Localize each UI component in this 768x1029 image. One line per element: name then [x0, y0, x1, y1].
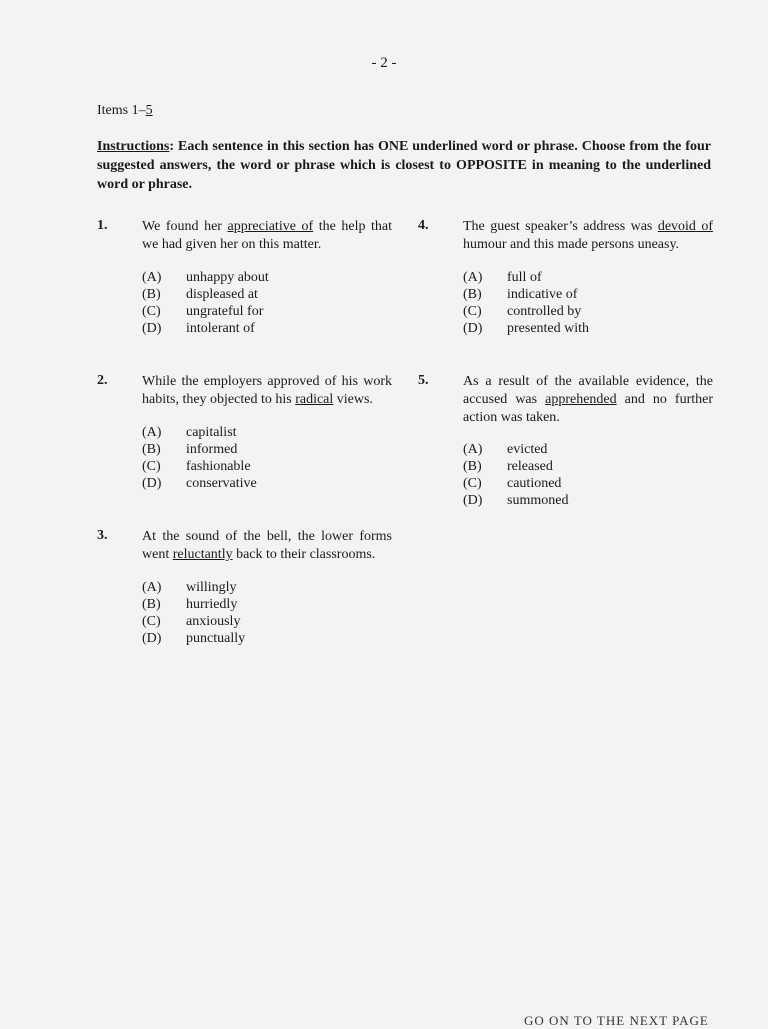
option-a[interactable]: [142, 269, 269, 286]
option-text: released: [507, 459, 553, 474]
option-a[interactable]: [463, 441, 568, 458]
option-text: unhappy about: [186, 270, 269, 285]
option-d[interactable]: [463, 492, 568, 509]
instructions-label: Instructions: [97, 139, 170, 154]
option-text: conservative: [186, 476, 257, 491]
option-b[interactable]: [142, 596, 245, 613]
underlined-phrase: reluctantly: [172, 547, 233, 562]
items-heading-suffix: 5: [145, 103, 153, 118]
footer-next-page: GO ON TO THE NEXT PAGE: [524, 1013, 709, 1028]
underlined-phrase: appreciative of: [227, 219, 314, 234]
answer-options: [142, 579, 245, 647]
option-letter: (B): [142, 287, 161, 302]
question-number: 1.: [97, 218, 108, 233]
option-letter: (C): [463, 304, 482, 319]
option-text: willingly: [186, 580, 237, 595]
option-letter: (A): [463, 270, 483, 285]
page-number: - 2 -: [371, 55, 397, 71]
stem-text: While the employers approved of his work habits, they objected to his: [142, 374, 392, 407]
answer-options: [142, 424, 257, 492]
option-text: full of: [507, 270, 542, 285]
option-letter: (C): [142, 614, 161, 629]
question-stem: [142, 528, 392, 564]
question-stem: [142, 373, 392, 409]
question-number: 4.: [418, 218, 429, 233]
stem-text: As a result of the available evidence, the accused was: [463, 374, 713, 407]
stem-text: back to their classrooms.: [232, 547, 376, 562]
option-c[interactable]: [463, 303, 589, 320]
option-text: cautioned: [507, 476, 562, 491]
answer-options: [142, 269, 269, 337]
option-d[interactable]: [142, 630, 245, 647]
answer-options: [463, 441, 568, 509]
option-text: informed: [186, 442, 238, 457]
option-letter: (D): [142, 321, 162, 336]
question-stem: [463, 218, 713, 254]
option-c[interactable]: [463, 475, 568, 492]
option-letter: (A): [463, 442, 483, 457]
option-letter: (C): [463, 476, 482, 491]
stem-text: The guest speaker’s address was: [463, 219, 658, 234]
question-stem: [142, 218, 392, 254]
option-c[interactable]: [142, 303, 269, 320]
option-a[interactable]: [463, 269, 589, 286]
option-c[interactable]: [142, 613, 245, 630]
option-text: capitalist: [186, 425, 237, 440]
stem-text: humour and this made persons uneasy.: [463, 237, 680, 252]
instructions-text: : Each sentence in this section has ONE underlined word or phrase. Choose from the four suggested answers, the word or phrase which is closest to OPPOSITE in meaning to the underlined word or phrase.: [97, 139, 711, 192]
stem-text: views.: [333, 392, 373, 407]
option-d[interactable]: [142, 475, 257, 492]
option-text: hurriedly: [186, 597, 238, 612]
underlined-phrase: apprehended: [545, 392, 617, 407]
option-text: summoned: [507, 493, 569, 508]
option-b[interactable]: [142, 441, 257, 458]
option-c[interactable]: [142, 458, 257, 475]
option-text: evicted: [507, 442, 548, 457]
stem-text: We found her: [142, 219, 228, 234]
underlined-phrase: radical: [295, 392, 334, 407]
option-text: indicative of: [507, 287, 578, 302]
option-text: controlled by: [507, 304, 582, 319]
instructions: [97, 137, 711, 194]
stem-text: and no further action was taken.: [463, 392, 713, 425]
option-text: intolerant of: [186, 321, 255, 336]
option-letter: (B): [142, 442, 161, 457]
option-letter: (D): [463, 321, 483, 336]
option-letter: (C): [142, 459, 161, 474]
option-d[interactable]: [463, 320, 589, 337]
option-text: anxiously: [186, 614, 241, 629]
question-number: 2.: [97, 373, 108, 388]
question-number: 3.: [97, 528, 108, 543]
option-letter: (A): [142, 580, 162, 595]
option-letter: (B): [463, 287, 482, 302]
option-d[interactable]: [142, 320, 269, 337]
option-letter: (D): [463, 493, 483, 508]
option-text: displeased at: [186, 287, 258, 302]
question-stem: [463, 373, 713, 427]
question-number: 5.: [418, 373, 429, 388]
items-heading: [97, 103, 153, 119]
stem-text: At the sound of the bell, the lower forms went: [142, 529, 392, 562]
option-b[interactable]: [142, 286, 269, 303]
option-b[interactable]: [463, 286, 589, 303]
option-letter: (B): [142, 597, 161, 612]
option-letter: (C): [142, 304, 161, 319]
stem-text: the help that we had given her on this matter.: [142, 219, 393, 252]
option-text: presented with: [507, 321, 590, 336]
items-heading-prefix: Items 1–: [97, 103, 146, 118]
option-letter: (D): [142, 476, 162, 491]
option-a[interactable]: [142, 424, 257, 441]
option-letter: (D): [142, 631, 162, 646]
option-letter: (A): [142, 270, 162, 285]
option-text: punctually: [186, 631, 246, 646]
option-text: fashionable: [186, 459, 251, 474]
option-letter: (A): [142, 425, 162, 440]
option-a[interactable]: [142, 579, 245, 596]
option-b[interactable]: [463, 458, 568, 475]
option-text: ungrateful for: [186, 304, 264, 319]
answer-options: [463, 269, 589, 337]
option-letter: (B): [463, 459, 482, 474]
underlined-phrase: devoid of: [657, 219, 714, 234]
